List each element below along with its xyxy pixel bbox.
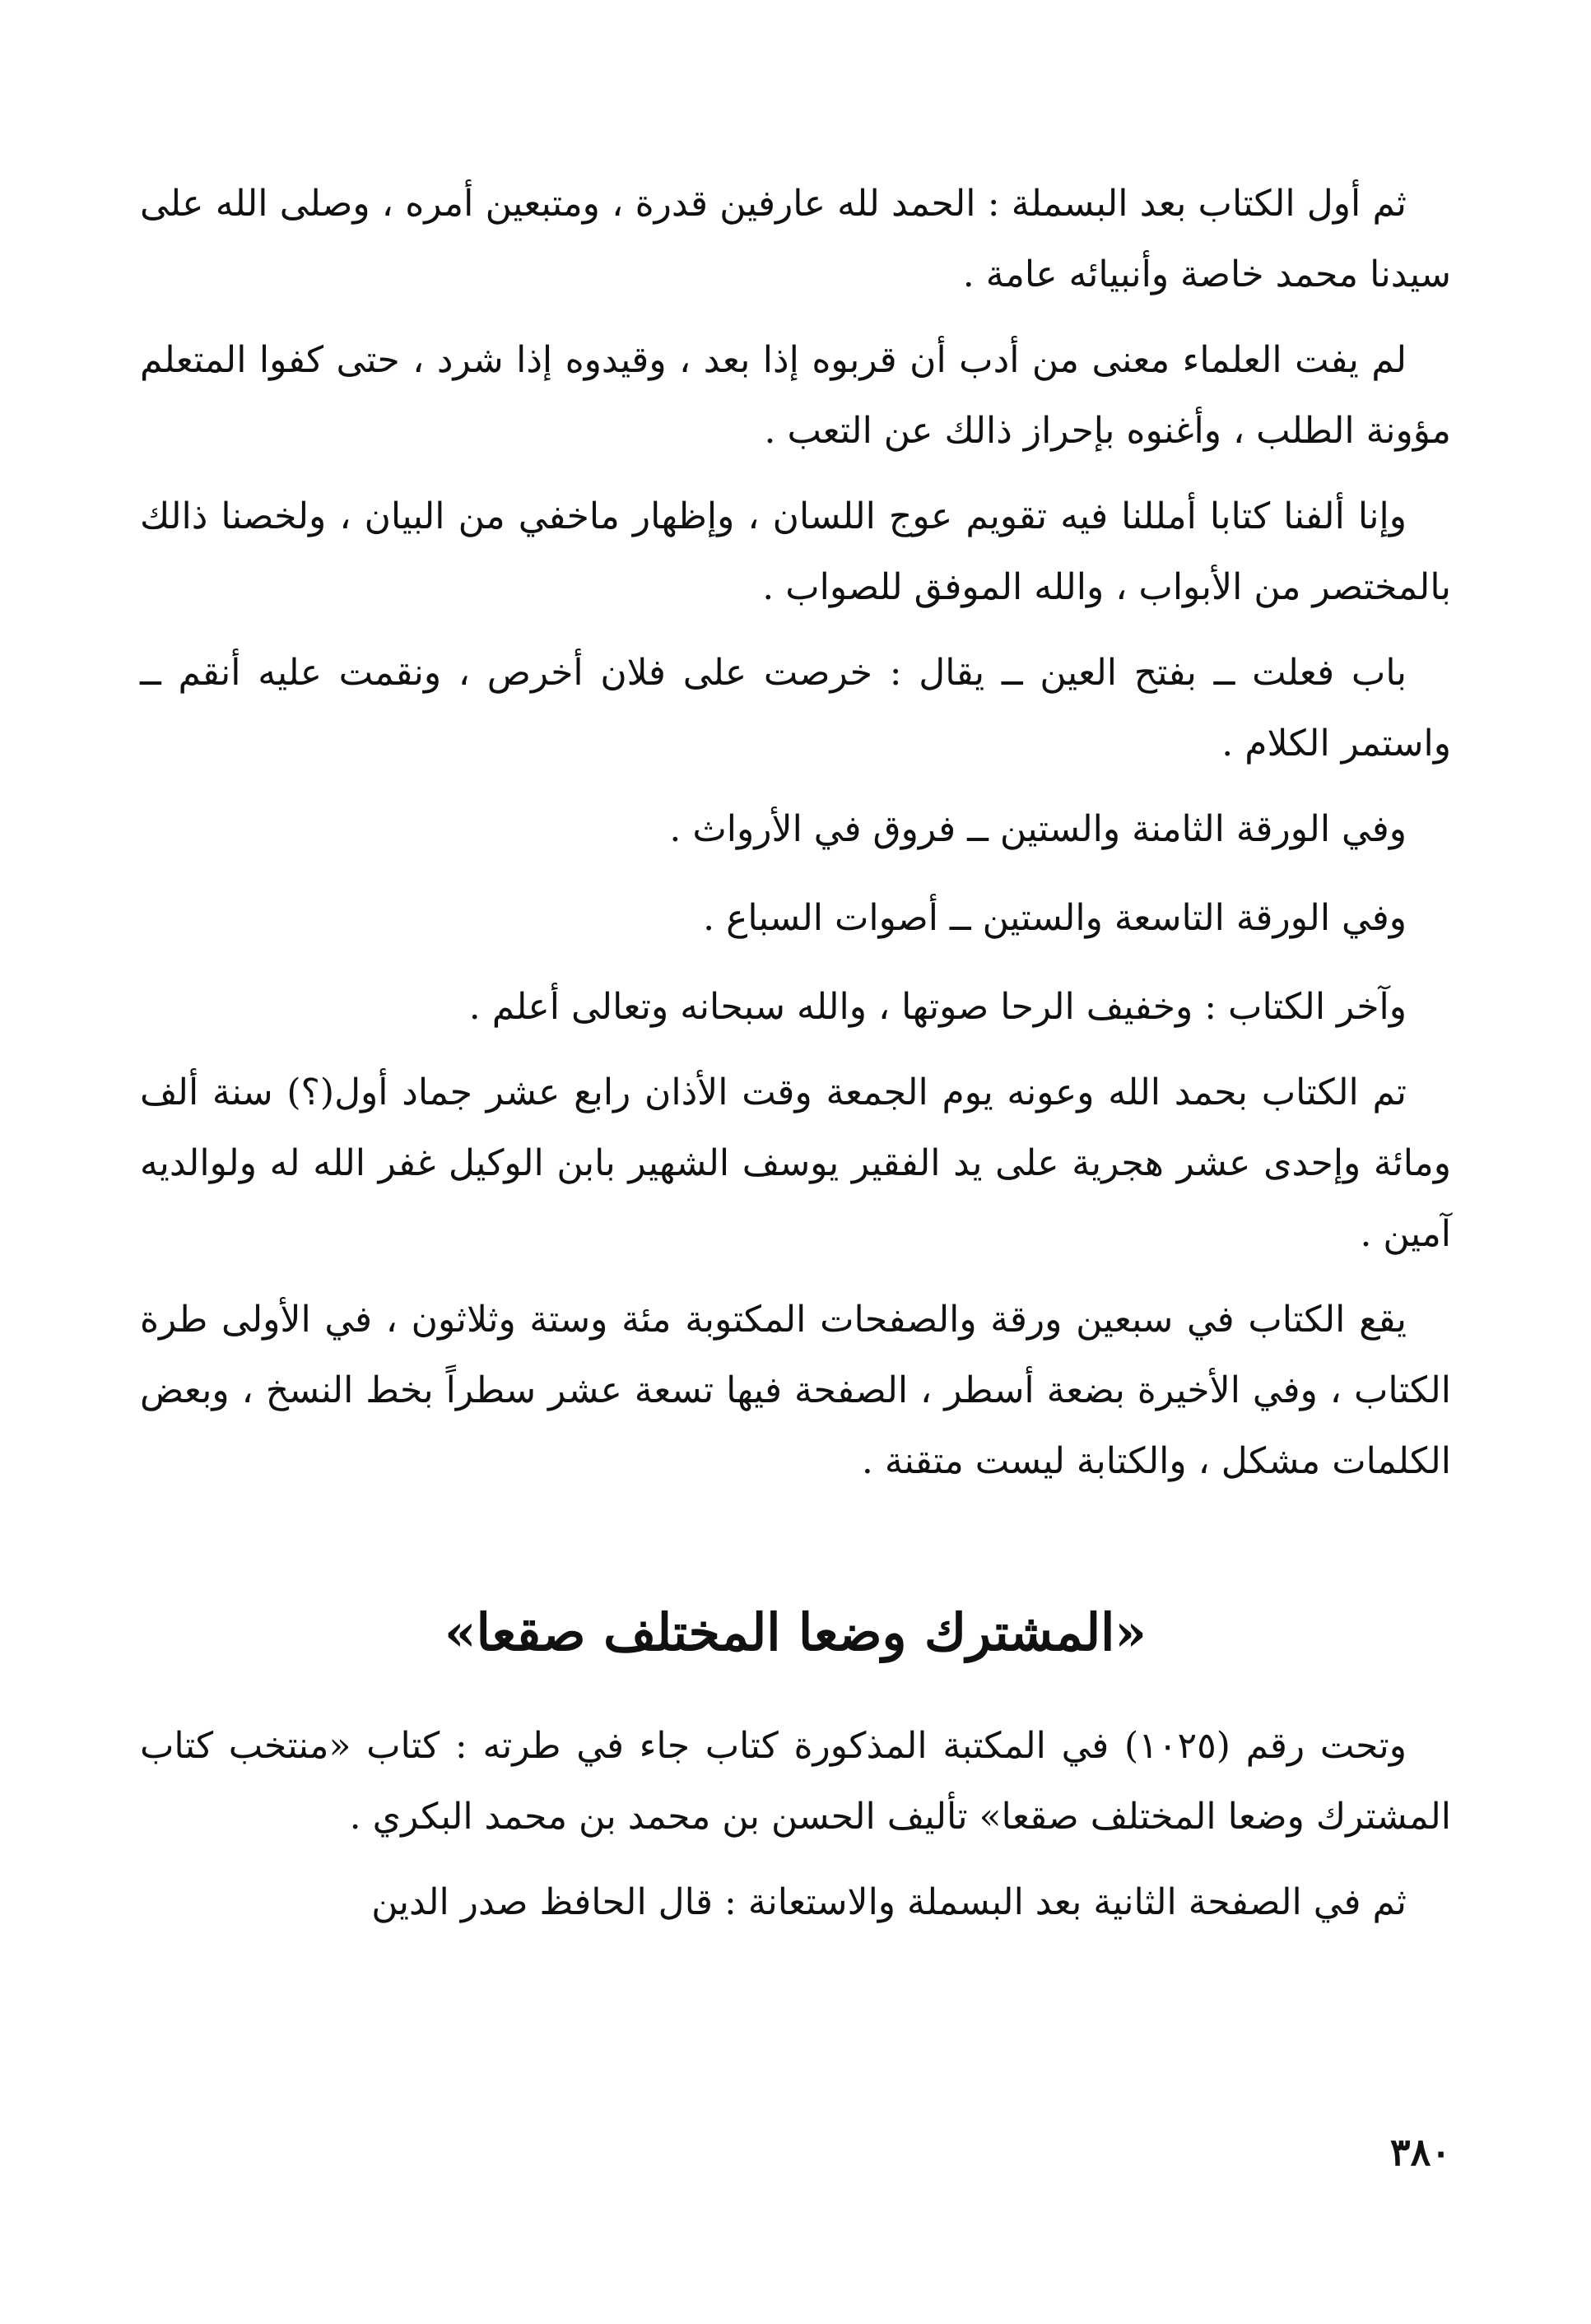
paragraph-opening: ثم أول الكتاب بعد البسملة : الحمد لله عارفين قدرة ، ومتبعين أمره ، وصلى الله على سيدنا محمد خاصة وأنبيائه عامة . [140, 183, 1451, 295]
section-heading: «المشترك وضعا المختلف صقعا» [444, 1602, 1147, 1662]
paragraph-leaf-69: وفي الورقة التاسعة والستين ــ أصوات السباع . [703, 897, 1407, 939]
text-column [140, 169, 1451, 1953]
paragraph-scholars: لم يفت العلماء معنى من أدب أن قربوه إذا بعد ، وقيدوه إذا شرد ، حتى كفوا المتعلم مؤونة الطلب ، وأغنوه بإحراز ذالك عن التعب . [140, 339, 1451, 452]
paragraph-book-end: وآخر الكتاب : وخفيف الرحا صوتها ، والله سبحانه وتعالى أعلم . [468, 986, 1407, 1028]
paragraph-manuscript-1025: وتحت رقم (١٠٢٥) في المكتبة المذكورة كتاب جاء في طرته : كتاب «منتخب كتاب المشترك وضعا المختلف صقعا» تأليف الحسن بن محمد بن محمد البكري . [140, 1725, 1451, 1838]
paragraph-second-page: ثم في الصفحة الثانية بعد البسملة والاستعانة : قال الحافظ صدر الدين [371, 1881, 1407, 1923]
paragraph-colophon: تم الكتاب بحمد الله وعونه يوم الجمعة وقت الأذان رابع عشر جماد أول(؟) سنة ألف ومائة وإحدى عشر هجرية على يد الفقير يوسف الشهير بابن الوكيل غفر الله له ولوالديه آمين . [140, 1071, 1451, 1255]
paragraph-chapter-faalt: باب فعلت ــ بفتح العين ــ يقال : خرصت على فلان أخرص ، ونقمت عليه أنقم ــ واستمر الكلام . [140, 652, 1451, 765]
page-number: ٣٨٠ [1389, 2130, 1451, 2174]
paragraph-leaf-68: وفي الورقة الثامنة والستين ــ فروق في الأرواث . [669, 808, 1407, 850]
paragraph-authorship: وإنا ألفنا كتابا أمللنا فيه تقويم عوج اللسان ، وإظهار ماخفي من البيان ، ولخصنا ذالك بالمختصر من الأبواب ، والله الموفق للصواب . [140, 495, 1451, 608]
paragraph-description: يقع الكتاب في سبعين ورقة والصفحات المكتوبة مئة وستة وثلاثون ، في الأولى طرة الكتاب ، وفي الأخيرة بضعة أسطر ، الصفحة فيها تسعة عشر سطراً بخط النسخ ، وبعض الكلمات مشكل ، والكتابة ليست متقنة . [140, 1299, 1451, 1482]
